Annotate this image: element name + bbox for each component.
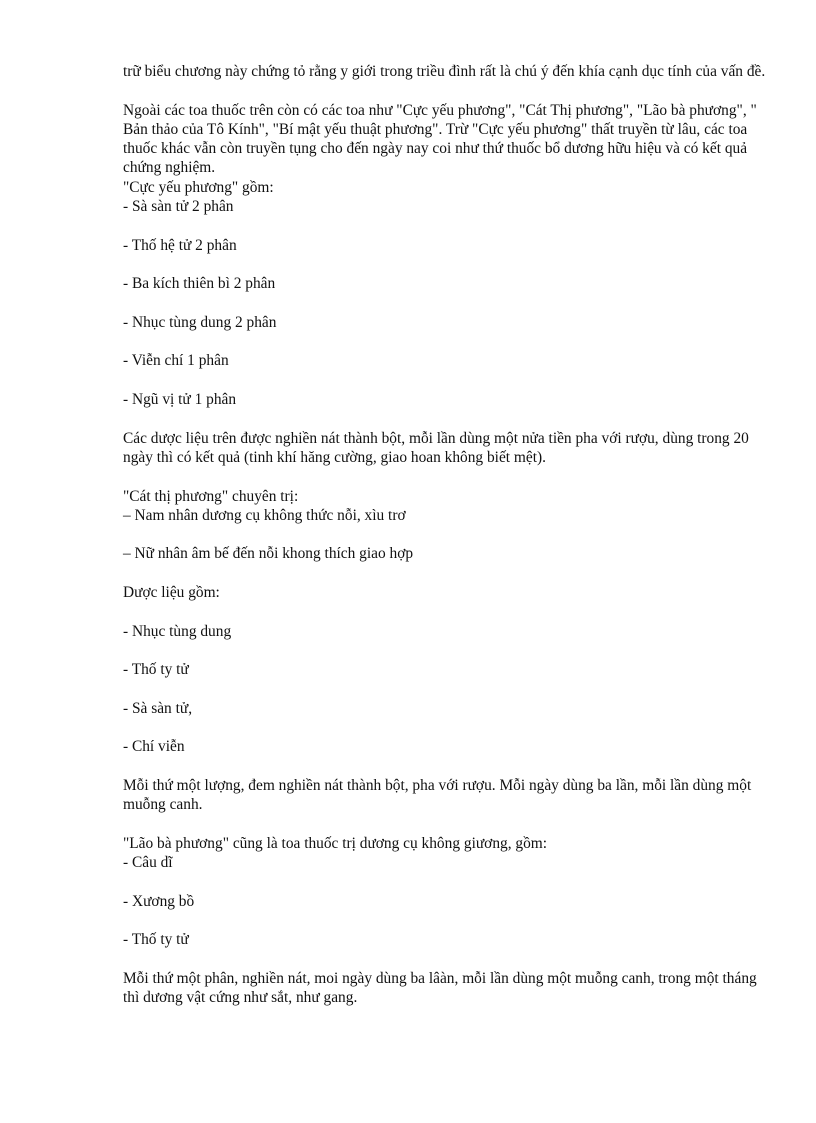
list-item: - Chí viễn — [123, 738, 185, 756]
list-item: - Sà sàn tử 2 phân — [123, 198, 234, 216]
paragraph-other-prescriptions: Ngoài các toa thuốc trên còn có các toa như "Cực yếu phương", "Cát Thị phương", "Lão bà phương", " Bản thảo của Tô Kính", "Bí mật yếu thuật phương". Trừ "Cực yếu phương" thất truyền từ lâu, các toa thuốc khác vẫn còn truyền tụng cho đến ngày nay coi như thứ thuốc bổ dương hữu hiệu và có kết quả chứng nghiệm. — [123, 101, 757, 177]
list-item: - Câu dĩ — [123, 854, 173, 872]
list-item: - Thố ty tử — [123, 931, 189, 949]
paragraph-gap — [123, 872, 773, 891]
list-item: - Sà sàn tử, — [123, 699, 193, 717]
list-item: - Nhục tùng dung 2 phân — [123, 313, 277, 331]
heading-cat-thi-phuong: "Cát thị phương" chuyên trị: — [123, 487, 299, 505]
paragraph-gap — [123, 815, 773, 834]
list-item: - Nhục tùng dung — [123, 622, 232, 640]
paragraph-gap — [123, 255, 773, 274]
paragraph-gap — [123, 950, 773, 969]
list-item: – Nam nhân dương cụ không thức nỗi, xìu trơ — [123, 506, 406, 524]
paragraph-gap — [123, 294, 773, 313]
paragraph-preparation: Các dược liệu trên được nghiền nát thành bột, mỗi lần dùng một nửa tiền pha với rượu, dùng trong 20 ngày thì có kết quả (tinh khí hăng cường, giao hoan không biết mệt). — [123, 429, 749, 466]
list-item: - Xương bồ — [123, 892, 195, 910]
paragraph-gap — [123, 332, 773, 351]
heading-cuc-yeu-phuong: "Cực yếu phương" gồm: — [123, 178, 274, 196]
paragraph-dosage: Mỗi thứ một lượng, đem nghiền nát thành bột, pha với rượu. Mỗi ngày dùng ba lần, mỗi lần dùng một muỗng canh. — [123, 776, 752, 814]
paragraph-gap — [123, 409, 773, 428]
document-body — [123, 62, 773, 1008]
heading-lao-ba-phuong: "Lão bà phương" cũng là toa thuốc trị dương cụ không giương, gồm: — [123, 834, 548, 852]
list-item: - Viễn chí 1 phân — [123, 352, 229, 370]
paragraph-gap — [123, 525, 773, 544]
paragraph-gap — [123, 680, 773, 699]
paragraph-gap — [123, 718, 773, 737]
paragraph-gap — [123, 216, 773, 235]
paragraph-gap — [123, 564, 773, 583]
paragraph-gap — [123, 81, 773, 100]
list-item: - Thố hệ tử 2 phân — [123, 236, 237, 254]
list-item: - Ba kích thiên bì 2 phân — [123, 275, 276, 293]
paragraph-intro-continued: trữ biểu chương này chứng tỏ rằng y giới trong triều đình rất là chú ý đến khía cạnh dục tính của vấn đề. — [123, 63, 766, 80]
paragraph-gap — [123, 641, 773, 660]
list-item: - Thố ty tử — [123, 661, 189, 679]
paragraph-gap — [123, 602, 773, 621]
list-item: – Nữ nhân âm bế đến nỗi khong thích giao hợp — [123, 545, 414, 563]
list-item: - Ngũ vị tử 1 phân — [123, 391, 237, 409]
paragraph-final-dosage: Mỗi thứ một phân, nghiền nát, moi ngày dùng ba lâàn, mỗi lần dùng một muỗng canh, trong một tháng thì dương vật cứng như sắt, như gang. — [123, 969, 757, 1007]
paragraph-gap — [123, 911, 773, 930]
paragraph-gap — [123, 757, 773, 776]
heading-ingredients: Dược liệu gồm: — [123, 584, 220, 602]
paragraph-gap — [123, 467, 773, 486]
paragraph-gap — [123, 371, 773, 390]
